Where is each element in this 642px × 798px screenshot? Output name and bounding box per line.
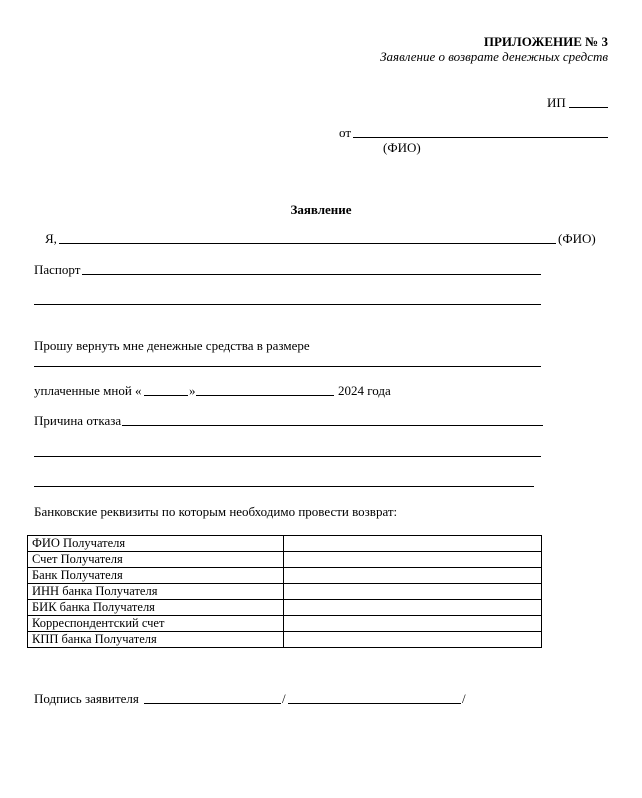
passport-underline [82, 274, 541, 275]
from-fio-underline [353, 137, 608, 138]
bank-row-value[interactable] [284, 552, 542, 568]
paid-month-underline [196, 395, 334, 396]
table-row [28, 632, 542, 648]
ip-underline [569, 107, 608, 108]
bank-row-label: БИК банка Получателя [28, 600, 284, 616]
appendix-subtitle: Заявление о возврате денежных средств [380, 49, 608, 64]
bank-row-label: КПП банка Получателя [28, 632, 284, 648]
paid-prefix: уплаченные мной « [34, 383, 142, 398]
i-label: Я, [45, 231, 57, 246]
refund-amount-underline [34, 366, 541, 367]
passport-underline-2 [34, 304, 541, 305]
i-fio-caption: (ФИО) [558, 231, 596, 246]
paid-mid: » [189, 383, 196, 398]
bank-details-intro: Банковские реквизиты по которым необходимо провести возврат: [34, 504, 398, 519]
bank-row-label: Корреспондентский счет [28, 616, 284, 632]
bank-row-value[interactable] [284, 584, 542, 600]
from-label: от [339, 125, 352, 140]
bank-row-value[interactable] [284, 600, 542, 616]
table-row [28, 584, 542, 600]
document-title: Заявление [290, 202, 352, 217]
appendix-title: ПРИЛОЖЕНИЕ № 3 [483, 34, 608, 49]
signature-separator-left: / [282, 691, 286, 706]
bank-row-value[interactable] [284, 616, 542, 632]
bank-row-label: ИНН банка Получателя [28, 584, 284, 600]
i-fio-underline [59, 243, 556, 244]
ip-label: ИП [547, 95, 566, 110]
bank-row-value[interactable] [284, 568, 542, 584]
bank-details-table [27, 535, 542, 648]
table-row [28, 568, 542, 584]
bank-row-value[interactable] [284, 536, 542, 552]
paid-year: 2024 года [338, 383, 391, 398]
reason-label: Причина отказа [34, 413, 122, 428]
signature-label: Подпись заявителя [34, 691, 139, 706]
bank-row-label: Банк Получателя [28, 568, 284, 584]
reason-underline-3 [34, 486, 534, 487]
table-row [28, 616, 542, 632]
table-row [28, 600, 542, 616]
bank-row-label: Счет Получателя [28, 552, 284, 568]
reason-underline [122, 425, 543, 426]
signature-separator-right: / [462, 691, 466, 706]
table-row [28, 552, 542, 568]
bank-row-value[interactable] [284, 632, 542, 648]
passport-label: Паспорт [34, 262, 81, 277]
table-row [28, 536, 542, 552]
signature-name-underline [288, 703, 461, 704]
fio-caption: (ФИО) [383, 140, 421, 155]
bank-row-label: ФИО Получателя [28, 536, 284, 552]
paid-day-underline [144, 395, 188, 396]
signature-underline [144, 703, 281, 704]
refund-request-text: Прошу вернуть мне денежные средства в размере [34, 338, 310, 353]
reason-underline-2 [34, 456, 541, 457]
